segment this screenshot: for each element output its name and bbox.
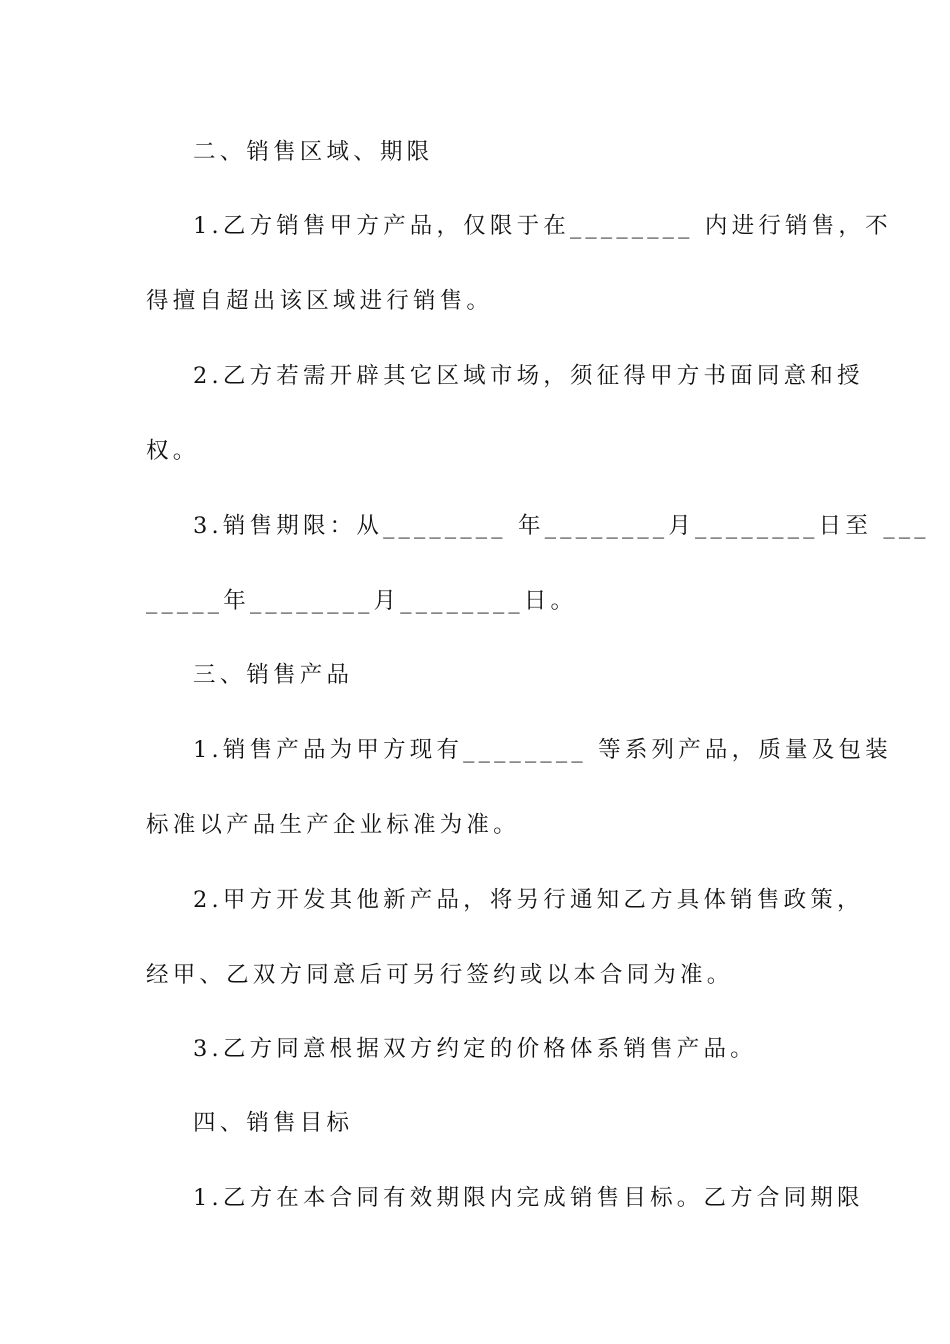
paragraph-line: 得擅自超出该区域进行销售。	[146, 288, 494, 314]
section-heading-sales-products: 三、销售产品	[193, 662, 354, 688]
paragraph-line: 标准以产品生产企业标准为准。	[146, 812, 520, 838]
paragraph-line: 2.乙方若需开辟其它区域市场，须征得甲方书面同意和授	[193, 363, 864, 389]
section-heading-sales-area-term: 二、销售区域、期限	[193, 139, 434, 165]
section-heading-sales-targets: 四、销售目标	[193, 1110, 354, 1136]
paragraph-line: 1.销售产品为甲方现有________ 等系列产品，质量及包装	[193, 737, 892, 763]
paragraph-line: 1.乙方销售甲方产品，仅限于在________ 内进行销售，不	[193, 213, 892, 239]
paragraph-line: 权。	[146, 438, 200, 464]
paragraph-line: _____年________月________日。	[146, 588, 578, 614]
paragraph-line: 经甲、乙双方同意后可另行签约或以本合同为准。	[146, 962, 734, 988]
paragraph-line: 2.甲方开发其他新产品，将另行通知乙方具体销售政策，	[193, 887, 864, 913]
paragraph-line: 3.销售期限：从________ 年________月________日至 ___	[193, 513, 930, 539]
paragraph-line: 1.乙方在本合同有效期限内完成销售目标。乙方合同期限	[193, 1185, 864, 1211]
paragraph-line: 3.乙方同意根据双方约定的价格体系销售产品。	[193, 1036, 757, 1062]
